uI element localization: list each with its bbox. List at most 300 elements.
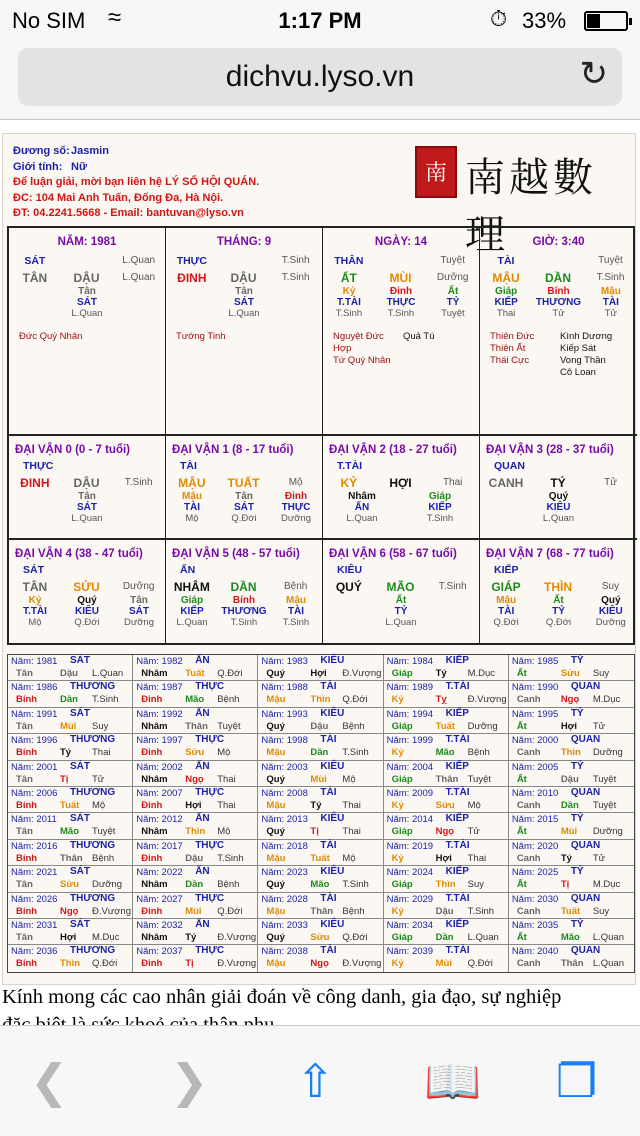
pillar-stem: TÂN (22, 270, 48, 285)
hidden-god: TỶ (394, 606, 408, 617)
annual-cell (258, 787, 383, 812)
annual-god: KIẾP (445, 707, 469, 719)
carrier-label: No SIM (12, 8, 86, 33)
hidden-gods (166, 297, 322, 308)
luck-cell (480, 540, 637, 643)
annual-year: Năm: 2035 (511, 919, 559, 931)
luck-row (9, 436, 633, 540)
url-text[interactable]: dichvu.lyso.vn (225, 60, 415, 93)
hidden-god: KIÊU (598, 606, 623, 617)
tabs-icon[interactable]: ❐ (556, 1055, 598, 1107)
pillar-title: NĂM: 1981 (57, 236, 117, 248)
annual-god: THƯƠNG (70, 945, 116, 957)
annual-stage: L.Quan (592, 931, 624, 943)
annual-cell (509, 893, 634, 918)
luck-cell (9, 436, 166, 540)
luck-cell (480, 436, 637, 540)
annual-cell (384, 734, 509, 759)
annual-cell (258, 840, 383, 865)
annual-stem: Ất (516, 826, 527, 838)
annual-stage: Mộ (342, 852, 356, 864)
annual-branch: Sửu (310, 931, 330, 943)
hidden-stem: Bính (232, 595, 256, 606)
notes-left (19, 331, 89, 343)
pillar-stem-god: SÁT (24, 254, 46, 267)
annual-year: Năm: 1983 (261, 656, 308, 667)
hidden-god: TÀI (287, 606, 305, 617)
luck-stem: CANH (488, 475, 524, 490)
annual-cell (258, 813, 383, 838)
annual-stem: Quý (266, 773, 285, 785)
annual-stage: Bệnh (217, 694, 240, 706)
annual-stage: Q.Đới (217, 905, 243, 917)
luck-stem: ĐINH (20, 475, 50, 490)
annual-stage: T.Sinh (92, 694, 119, 706)
annual-branch: Tý (310, 799, 322, 811)
annual-stem: Canh (516, 905, 541, 917)
annual-god: KIÊU (320, 918, 345, 930)
annual-stage: Thai (342, 799, 361, 811)
hidden-stages (323, 617, 479, 628)
luck-title: ĐẠI VẬN 2 (18 - 27 tuổi) (329, 444, 457, 456)
annual-stem: Giáp (391, 668, 413, 679)
pillar-stem-branch-row (9, 269, 165, 286)
luck-god: QUAN (494, 460, 525, 472)
annual-branch: Dậu (60, 668, 78, 679)
annual-cell (509, 734, 634, 759)
reload-icon[interactable]: ↻ (579, 55, 608, 93)
luck-branch: SỬU (73, 579, 100, 594)
clock: 1:17 PM (278, 8, 362, 33)
annual-branch: Thìn (185, 826, 206, 838)
annual-year: Năm: 1992 (136, 708, 183, 720)
annual-stage: Bệnh (467, 747, 490, 759)
annual-cell (384, 813, 509, 838)
annual-year: Năm: 2020 (511, 840, 559, 852)
hidden-gods (480, 502, 637, 513)
annual-god: TỶ (570, 655, 584, 666)
annual-row (8, 945, 634, 971)
annual-branch: Thân (60, 852, 83, 864)
hidden-god: TÀI (602, 297, 619, 308)
annual-branch: Tuất (310, 852, 330, 864)
hidden-stage: L.Quan (71, 513, 103, 524)
annual-god: KIẾP (445, 866, 469, 878)
annual-row (8, 655, 634, 681)
annual-year: Năm: 2025 (511, 867, 559, 879)
annual-branch: Sửu (560, 668, 580, 679)
annual-branch: Tị (185, 958, 194, 970)
annual-year: Năm: 2033 (261, 919, 308, 931)
annual-branch: Thìn (60, 958, 81, 970)
annual-year: Năm: 2024 (386, 867, 434, 879)
annual-year: Năm: 1994 (386, 708, 434, 720)
annual-stage: T.Sinh (342, 747, 369, 759)
annual-stem: Mậu (266, 747, 286, 759)
annual-year: Năm: 2001 (11, 761, 58, 773)
annual-luck-table (7, 654, 635, 973)
annual-god: QUAN (570, 945, 601, 957)
hidden-stage: T.Sinh (426, 513, 454, 524)
annual-branch: Tý (185, 931, 197, 943)
annual-god: TÀI (320, 839, 337, 851)
annual-god: QUAN (570, 734, 601, 746)
annual-stage: Tử (592, 852, 605, 864)
back-icon[interactable]: ❮ (30, 1055, 69, 1107)
luck-branch: DẦN (230, 579, 257, 594)
annual-branch: Ngọ (310, 958, 329, 970)
annual-cell (384, 708, 509, 733)
hidden-god: SÁT (77, 502, 97, 513)
hidden-stage: Thai (496, 308, 516, 319)
annual-cell (133, 919, 258, 944)
annual-year: Năm: 2039 (386, 946, 434, 958)
luck-title: ĐẠI VẬN 0 (0 - 7 tuổi) (15, 444, 131, 456)
hidden-stages (480, 308, 637, 319)
annual-stem: Đinh (141, 799, 163, 811)
pillar-gods-row (166, 252, 322, 269)
annual-stem: Mậu (266, 958, 286, 970)
luck-stage: T.Sinh (438, 581, 467, 592)
annual-stem: Quý (266, 668, 285, 679)
annual-row (8, 840, 634, 866)
annual-god: THỰC (195, 945, 225, 957)
luck-cell (323, 436, 480, 540)
annual-stage: Mộ (217, 747, 231, 759)
annual-branch: Mão (435, 747, 455, 759)
annual-row (8, 708, 634, 734)
annual-cell (133, 787, 258, 812)
annual-stage: Mộ (217, 826, 231, 838)
hidden-stages (9, 617, 165, 628)
hidden-stem: Tân (78, 286, 96, 297)
annual-branch: Thân (185, 720, 208, 732)
annual-row (8, 681, 634, 707)
annual-god: SÁT (70, 760, 90, 772)
luck-row (9, 540, 633, 643)
annual-stem: Tân (16, 773, 33, 785)
pillar-cell (166, 228, 323, 436)
annual-stem: Nhâm (141, 931, 168, 943)
annual-stem: Ất (516, 773, 527, 785)
annual-stage: Thai (217, 773, 236, 785)
annual-stem: Tân (16, 668, 33, 679)
hidden-god: SÁT (77, 297, 97, 308)
annual-branch: Tỵ (435, 694, 447, 706)
hidden-stems (480, 491, 637, 502)
hidden-stem: Tân (130, 595, 148, 606)
annual-cell (384, 893, 509, 918)
hidden-stages (166, 308, 322, 319)
hidden-stems (323, 491, 479, 502)
annual-branch: Thìn (560, 747, 581, 759)
annual-cell (8, 893, 133, 918)
annual-year: Năm: 2008 (261, 787, 308, 799)
annual-branch: Ngọ (60, 905, 79, 917)
hidden-stage: T.Sinh (230, 617, 258, 628)
annual-god: TÀI (320, 681, 337, 693)
bazi-chart-card (2, 133, 636, 985)
luck-pillar (166, 578, 322, 595)
pillar-branch: DẬU (73, 270, 100, 285)
luck-god: THỰC (23, 460, 54, 472)
annual-branch: Thân (310, 905, 334, 917)
hidden-god: T.TÀI (23, 606, 47, 617)
luck-cell (166, 540, 323, 643)
annual-stem: Mậu (266, 799, 286, 811)
hidden-stem: Mậu (286, 595, 306, 606)
annual-branch: Ngọ (560, 694, 580, 706)
annual-stem: Bính (16, 694, 38, 706)
annual-cell (384, 761, 509, 786)
annual-cell (258, 893, 383, 918)
annual-cell (509, 945, 634, 971)
annual-stem: Kỷ (391, 694, 404, 706)
annual-god: SÁT (70, 813, 90, 825)
luck-stem: MẬU (178, 475, 206, 490)
annual-branch: Hợi (60, 931, 77, 943)
annual-stage: Đ.Vượng (467, 694, 507, 706)
annual-god: SÁT (70, 655, 90, 666)
annual-year: Năm: 2021 (11, 867, 58, 879)
pillar-notes (166, 331, 322, 343)
hidden-gods (323, 606, 479, 617)
annual-cell (509, 866, 634, 891)
hidden-stem: Bính (547, 286, 570, 297)
luck-branch: TÝ (550, 475, 566, 490)
hidden-god: THƯƠNG (221, 606, 267, 617)
luck-stem: GIÁP (491, 579, 521, 594)
annual-cell (8, 761, 133, 786)
annual-stage: L.Quan (92, 668, 124, 679)
annual-stem: Đinh (141, 694, 163, 706)
annual-year: Năm: 2018 (261, 840, 308, 852)
annual-stem: Đinh (141, 958, 163, 970)
hidden-god: KIẾP (180, 606, 204, 617)
annual-cell (509, 813, 634, 838)
annual-god: KIẾP (445, 655, 469, 666)
browser-address-bar (0, 40, 640, 120)
annual-branch: Mão (185, 694, 205, 706)
annual-cell (133, 840, 258, 865)
notes-left (490, 331, 560, 379)
annual-stem: Kỷ (391, 799, 404, 811)
annual-cell (384, 945, 509, 971)
annual-branch: Mùi (185, 905, 202, 917)
pillar-stage: T.Sinh (281, 272, 310, 283)
annual-row (8, 734, 634, 760)
annual-branch: Tị (60, 773, 69, 785)
annual-branch: Sửu (185, 747, 205, 759)
annual-row (8, 813, 634, 839)
hidden-stages (9, 308, 165, 319)
annual-cell (8, 866, 133, 891)
hidden-stage: T.Sinh (282, 617, 310, 628)
chart-header (13, 144, 259, 222)
annual-stage: M.Dục (592, 879, 621, 891)
annual-god: ẤN (195, 760, 210, 772)
hidden-god: SÁT (234, 297, 254, 308)
annual-god: THƯƠNG (70, 892, 116, 904)
hidden-stage: Q.Đới (493, 617, 519, 628)
annual-stem: Nhâm (141, 826, 168, 838)
luck-branch: DẬU (73, 475, 100, 490)
annual-stem: Giáp (391, 879, 413, 891)
annual-year: Năm: 1984 (386, 656, 434, 667)
annual-stem: Canh (516, 799, 541, 811)
annual-stage: Thai (342, 826, 361, 838)
hidden-stage: Tử (552, 308, 565, 319)
hidden-god: SÁT (234, 502, 254, 513)
annual-stem: Giáp (391, 773, 413, 785)
annual-year: Năm: 2014 (386, 814, 434, 826)
annual-stem: Tân (16, 826, 33, 838)
luck-stem: QUÝ (335, 579, 362, 594)
luck-branch: TUẤT (227, 475, 260, 490)
annual-row (8, 919, 634, 945)
annual-cell (133, 734, 258, 759)
hidden-stem: Kỷ (342, 286, 356, 297)
post-line-1: Kính mong các cao nhân giải đoán về công danh, gia đạo, sự nghiệp (2, 986, 562, 1008)
pillar-stem: ĐINH (177, 270, 207, 285)
hidden-stages (9, 513, 165, 524)
hidden-stem: Tân (78, 491, 96, 502)
annual-god: THƯƠNG (70, 786, 116, 798)
share-icon[interactable]: ⇧ (296, 1055, 335, 1107)
contact-line: Để luận giải, mời bạn liên hệ LÝ SỐ HỘI QUÁN. (13, 176, 260, 188)
annual-stem: Quý (266, 720, 285, 732)
hidden-stems (323, 286, 479, 297)
annual-branch: Dần (185, 879, 204, 891)
hidden-god: T.TÀI (337, 297, 361, 308)
annual-stage: Bệnh (92, 852, 115, 864)
red-seal: 南 (415, 146, 457, 198)
annual-stem: Bính (16, 852, 38, 864)
annual-stage: Tử (592, 720, 605, 732)
hidden-stage: Mộ (28, 617, 42, 628)
pillar-notes (9, 331, 165, 343)
annual-god: SÁT (70, 918, 90, 930)
battery-percent: 33% (522, 8, 567, 33)
annual-cell (8, 734, 133, 759)
annual-god: T.TÀI (445, 945, 470, 957)
annual-cell (509, 919, 634, 944)
annual-year: Năm: 1987 (136, 682, 183, 694)
url-field[interactable] (18, 48, 622, 106)
annual-stem: Bính (16, 905, 38, 917)
luck-branch: THÌN (544, 579, 572, 594)
annual-god: THỰC (195, 786, 225, 798)
hidden-god: SÁT (129, 606, 149, 617)
hidden-stage: L.Quan (346, 513, 378, 524)
luck-cell (9, 540, 166, 643)
pillar-branch: DẦN (545, 270, 571, 285)
annual-god: ẤN (195, 813, 210, 825)
annual-branch: Thìn (435, 879, 456, 891)
notes-right (403, 331, 435, 367)
hidden-stage: Dưỡng (280, 513, 312, 524)
annual-stage: Dưỡng (467, 720, 498, 732)
luck-god: KIÊU (337, 564, 363, 576)
name-value: Jasmin (71, 145, 109, 157)
annual-year: Năm: 1988 (261, 682, 308, 694)
annual-cell (8, 681, 133, 706)
annual-stage: Dưỡng (92, 879, 123, 891)
annual-stage: Suy (92, 720, 109, 732)
annual-cell (384, 866, 509, 891)
annual-year: Năm: 2007 (136, 787, 183, 799)
annual-branch: Tý (60, 747, 72, 759)
hidden-stem: Tân (235, 491, 253, 502)
hidden-gods (480, 606, 637, 617)
annual-cell (133, 708, 258, 733)
hidden-gods (9, 297, 165, 308)
annual-god: ẤN (195, 655, 210, 666)
hidden-god: KIẾP (494, 297, 518, 308)
pillars-row (9, 228, 633, 436)
hidden-gods (166, 502, 322, 513)
forward-icon[interactable]: ❯ (170, 1055, 209, 1107)
annual-stage: T.Sinh (217, 852, 244, 864)
annual-branch: Mùi (310, 773, 327, 785)
annual-cell (384, 840, 509, 865)
annual-god: KIẾP (445, 813, 469, 825)
annual-year: Năm: 1991 (11, 708, 58, 720)
annual-branch: Dậu (185, 852, 204, 864)
alarm-icon: ⏱ (490, 6, 508, 31)
annual-god: SÁT (70, 866, 90, 878)
annual-year: Năm: 2000 (511, 735, 559, 747)
annual-cell (509, 681, 634, 706)
hidden-stem: Tân (235, 286, 253, 297)
pillar-stage: Dưỡng (436, 272, 469, 283)
annual-cell (258, 655, 383, 680)
note-item: Thiên Đức (490, 331, 535, 342)
annual-stem: Ất (516, 931, 527, 943)
hidden-god: THƯƠNG (535, 297, 582, 308)
hidden-stage: Dưỡng (123, 617, 155, 628)
pillar-cell (323, 228, 480, 436)
annual-year: Năm: 2029 (386, 893, 434, 905)
annual-stage: Đ.Vượng (92, 905, 131, 917)
annual-god: KIÊU (320, 707, 345, 719)
hidden-stem: Ất (447, 286, 459, 297)
annual-cell (384, 655, 509, 680)
annual-cell (384, 787, 509, 812)
annual-stage: Suy (592, 905, 610, 917)
pillar-cell (480, 228, 637, 436)
annual-stage: L.Quan (592, 958, 624, 970)
annual-year: Năm: 1981 (11, 656, 58, 667)
bookmarks-icon[interactable]: 📖 (424, 1055, 482, 1107)
annual-stem: Canh (516, 958, 541, 970)
annual-branch: Dần (60, 694, 78, 706)
annual-year: Năm: 1990 (511, 682, 559, 694)
annual-cell (133, 655, 258, 680)
hidden-stages (323, 308, 479, 319)
hidden-stage: T.Sinh (387, 308, 415, 319)
note-item: Vong Thần (560, 355, 606, 366)
annual-branch: Dậu (560, 773, 579, 785)
pillar-stem-stage: T.Sinh (281, 255, 310, 266)
annual-year: Năm: 1996 (11, 735, 58, 747)
luck-stage: Thai (442, 477, 463, 488)
hidden-god: THỰC (281, 502, 311, 513)
pillar-stem-god: TÀI (497, 254, 515, 267)
annual-cell (133, 945, 258, 971)
luck-title: ĐẠI VẬN 7 (68 - 77 tuổi) (486, 548, 614, 560)
note-item: Đức Quý Nhân (19, 331, 83, 342)
